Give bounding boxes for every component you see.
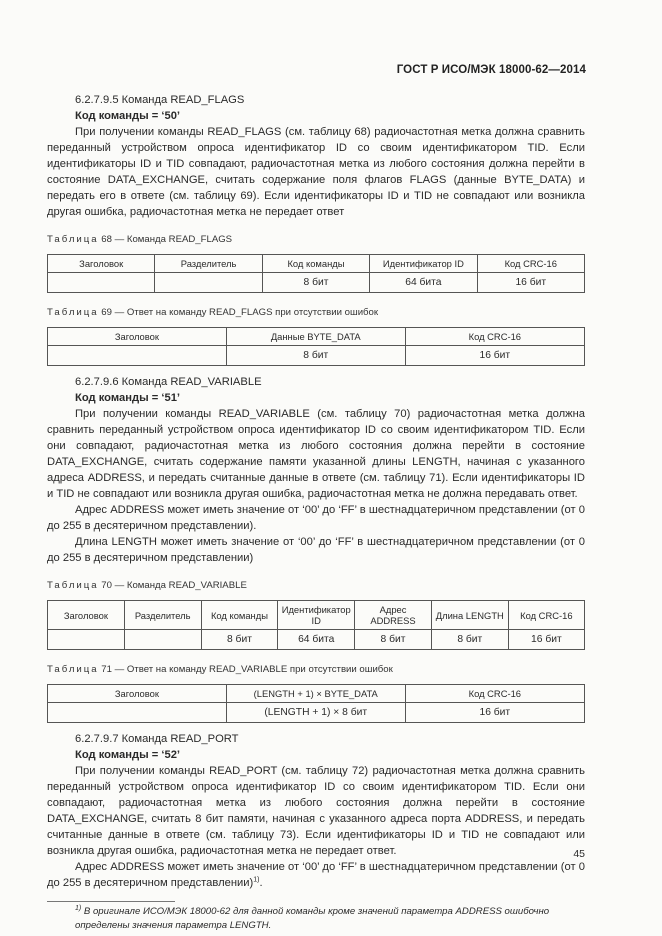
table-68-title: 68 — Команда READ_FLAGS [98, 234, 233, 245]
table-cell: 8 бит [431, 630, 508, 650]
table-cell: 16 бит [405, 703, 584, 723]
table-header-row [48, 328, 585, 346]
table-cell: 64 бита [370, 273, 477, 293]
paragraph-length-range: Длина LENGTH может иметь значение от ‘00’ до ‘FF’ в шестнадцатеричном представлении (от 0 до 255 в десятеричном представлении) [47, 536, 585, 564]
table-word: Таблица [47, 307, 99, 318]
command-code-read-port: Код команды = ‘52’ [75, 749, 181, 761]
table-row [48, 703, 585, 723]
table-row [48, 273, 585, 293]
clause-title-read-port: 6.2.7.9.7 Команда READ_PORT [75, 733, 239, 745]
header-cell: Заголовок [48, 255, 155, 273]
header-cell: Длина LENGTH [431, 601, 508, 630]
header-cell: Идентификатор ID [278, 601, 355, 630]
command-code-read-variable: Код команды = ‘51’ [75, 392, 181, 404]
table-cell: 8 бит [226, 346, 405, 366]
paragraph-read-variable: При получении команды READ_VARIABLE (см. таблицу 70) радиочастотная метка должна сравнить переданный устройством опроса идентификатор ID со своим идентификатором TID. Если они совпадают, радиочастотная метка из любого состояния должна перейти в состояние DATA_EXCHANGE, считать содержание памяти указанной длины LENGTH, начиная с указанного адреса ADDRESS, и передать считанные данные в ответе (см. таблицу 71). Если идентификаторы ID и TID не совпадают или возникла другая ошибка, радиочастотная метка не должна передавать ответ. [47, 408, 585, 500]
header-cell: Заголовок [48, 328, 227, 346]
header-cell: Код CRC-16 [508, 601, 584, 630]
clause-title-read-variable: 6.2.7.9.6 Команда READ_VARIABLE [75, 376, 262, 388]
table-71-title: 71 — Ответ на команду READ_VARIABLE при отсутствии ошибок [98, 664, 393, 675]
table-cell: 64 бита [278, 630, 355, 650]
header-cell: Код команды [201, 601, 278, 630]
header-cell: Код команды [262, 255, 369, 273]
table-cell: (LENGTH + 1) × 8 бит [226, 703, 405, 723]
table-69-caption [47, 305, 585, 321]
table-cell: 16 бит [508, 630, 584, 650]
header-cell: Код CRC-16 [405, 685, 584, 703]
table-71-caption [47, 662, 585, 678]
table-cell: 16 бит [405, 346, 584, 366]
paragraph-end: . [259, 877, 263, 889]
command-code-read-flags: Код команды = ‘50’ [75, 110, 181, 122]
table-69-title: 69 — Ответ на команду READ_FLAGS при отсутствии ошибок [98, 307, 379, 318]
table-cell [124, 630, 201, 650]
header-cell: Код CRC-16 [477, 255, 584, 273]
table-cell: 8 бит [355, 630, 432, 650]
table-71 [47, 684, 585, 723]
table-cell [48, 630, 125, 650]
table-header-row [48, 255, 585, 273]
footnote-text: В оригинале ИСО/МЭК 18000-62 для данной команды кроме значений параметра ADDRESS ошибочно определены значения параметра LENGTH. [75, 906, 550, 931]
header-cell: Заголовок [48, 685, 227, 703]
table-word: Таблица [47, 664, 99, 675]
paragraph-read-port: При получении команды READ_PORT (см. таблицу 72) радиочастотная метка должна сравнить переданный устройством опроса идентификатор ID со своим идентификатором TID. Если они совпадают, радиочастотная метка из любого состояния должна перейти в состояние DATA_EXCHANGE, считать 8 бит памяти, начиная с указанного адреса порта ADDRESS, и передать считанные данные в ответе (см. таблицу 73). Если идентификаторы ID и TID не совпадают или возникла другая ошибка, радиочастотная метка не передает ответ. [47, 765, 585, 857]
table-cell: 8 бит [201, 630, 278, 650]
header-cell: (LENGTH + 1) × BYTE_DATA [226, 685, 405, 703]
header-cell: Код CRC-16 [405, 328, 584, 346]
table-69 [47, 327, 585, 366]
table-row [48, 346, 585, 366]
table-cell [48, 703, 227, 723]
standard-header: ГОСТ Р ИСО/МЭК 18000-62—2014 [396, 64, 586, 76]
table-68-caption [47, 232, 585, 248]
clause-title-read-flags: 6.2.7.9.5 Команда READ_FLAGS [75, 94, 245, 106]
page-content [47, 92, 585, 933]
table-header-row [48, 685, 585, 703]
header-cell: Данные BYTE_DATA [226, 328, 405, 346]
table-cell [48, 273, 155, 293]
table-cell [155, 273, 262, 293]
paragraph-port-address-range [47, 859, 585, 891]
footnote-mark: 1) [75, 904, 82, 912]
table-word: Таблица [47, 580, 99, 591]
header-cell: Разделитель [124, 601, 201, 630]
table-70 [47, 600, 585, 650]
header-cell: Адрес ADDRESS [355, 601, 432, 630]
page-number: 45 [573, 848, 585, 860]
footnote-divider [47, 901, 175, 902]
table-cell: 8 бит [262, 273, 369, 293]
paragraph-read-flags: При получении команды READ_FLAGS (см. таблицу 68) радиочастотная метка должна сравнить переданный устройством опроса идентификатор ID со своим идентификатором TID. Если идентификаторы ID и TID совпадают, радиочастотная метка из любого состояния должна перейти в состояние DATA_EXCHANGE, считать содержание поля флагов FLAGS (данные BYTE_DATA) и передать его в ответе (см. таблицу 69). Если идентификаторы ID и TID не совпадают или возникла другая ошибка, радиочастотная метка не передает ответ [47, 126, 585, 218]
header-cell: Разделитель [155, 255, 262, 273]
table-cell [48, 346, 227, 366]
table-word: Таблица [47, 234, 99, 245]
table-70-caption [47, 578, 585, 594]
header-cell: Заголовок [48, 601, 125, 630]
table-cell: 16 бит [477, 273, 584, 293]
table-row [48, 630, 585, 650]
paragraph-address-range: Адрес ADDRESS может иметь значение от ‘00’ до ‘FF’ в шестнадцатеричном представлении (от 0 до 255 в десятеричном представлении). [47, 504, 585, 532]
table-68 [47, 254, 585, 293]
header-cell: Идентификатор ID [370, 255, 477, 273]
table-header-row [48, 601, 585, 630]
footnote [47, 905, 585, 933]
paragraph-text: Адрес ADDRESS может иметь значение от ‘00’ до ‘FF’ в шестнадцатеричном представлении (от 0 до 255 в десятеричном представлении) [47, 861, 585, 889]
table-70-title: 70 — Команда READ_VARIABLE [98, 580, 247, 591]
footnote-reference[interactable]: 1) [253, 876, 260, 884]
